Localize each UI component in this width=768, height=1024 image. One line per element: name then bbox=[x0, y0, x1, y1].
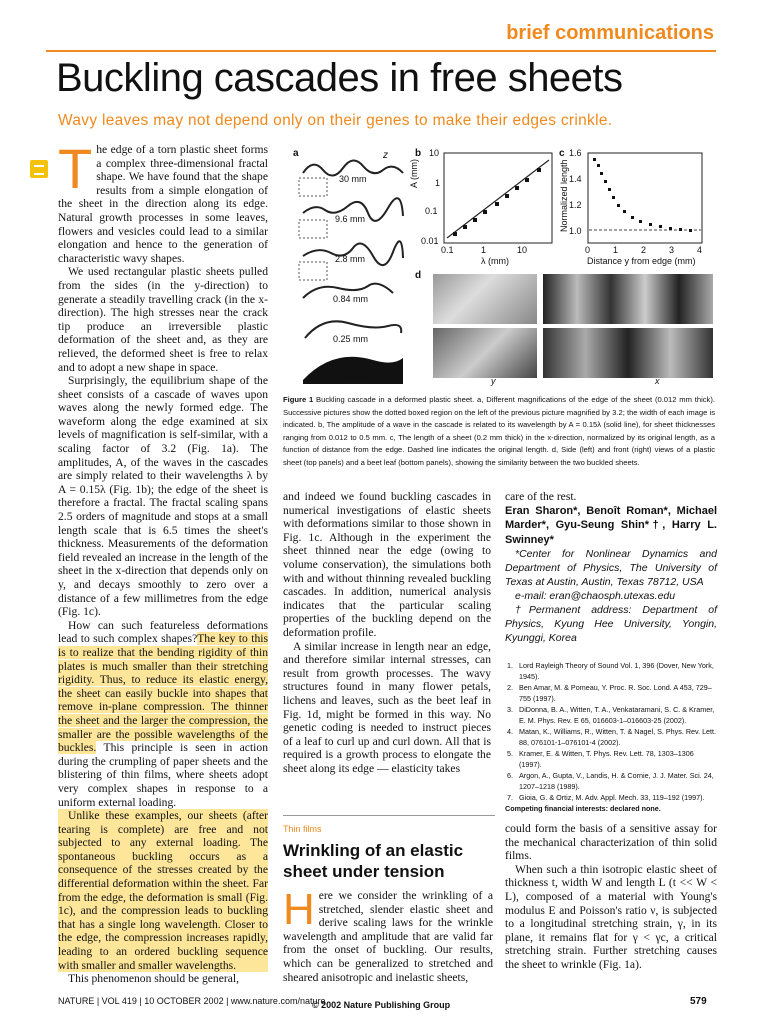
paragraph-1-text: he edge of a torn plastic sheet forms a complex three-dimensional fractal shape. We have found that the shape results from a simple elongation of the sheet in the direction along its edge. Natural growth processes in some leaves, flowers and vesicles could lead to a similar elongation and hence to the generation of characteristic wavy shapes. bbox=[58, 143, 268, 265]
column-3 bbox=[505, 490, 717, 645]
email[interactable]: e-mail: eran@chaosph.utexas.edu bbox=[515, 590, 676, 603]
d-x-label: x bbox=[655, 376, 660, 386]
b-xtick: 1 bbox=[481, 245, 487, 255]
beet-leaf-front-photo bbox=[543, 328, 713, 378]
reference-item: 6. Argon, A., Gupta, V., Landis, H. & Cornie, J. J. Mater. Sci. 24, 1207–1218 (1989). bbox=[515, 770, 717, 792]
scale-label: 0.84 mm bbox=[333, 294, 369, 304]
caption-label: Figure 1 bbox=[283, 395, 314, 404]
panel-b-plot bbox=[443, 152, 553, 244]
column-2 bbox=[283, 490, 491, 775]
scale-label: 0.08 mm bbox=[333, 372, 369, 382]
reference-item: 2. Ben Amar, M. & Pomeau, Y. Proc. R. Soc. Lond. A 453, 729–755 (1997). bbox=[515, 682, 717, 704]
paragraph bbox=[283, 885, 493, 984]
beet-leaf-side-photo bbox=[433, 328, 537, 378]
note-icon[interactable] bbox=[30, 160, 48, 178]
article-2-title: Wrinkling of an elastic sheet under tension bbox=[283, 841, 464, 881]
article-title: Buckling cascades in free sheets bbox=[56, 56, 623, 100]
z-axis-label: z bbox=[383, 150, 388, 161]
paragraph-6: This phenomenon should be general, bbox=[68, 972, 239, 986]
panel-c-plot bbox=[587, 152, 703, 244]
highlight-4c: . Thus, to reduce its elastic energy, the sheet can easily buckle into shapes that remove in-plane compression. The thinner the sheet and the larger the compression, the smaller are the possible wavelengths of the buckles. bbox=[58, 673, 268, 755]
c-xtick: 3 bbox=[669, 245, 675, 255]
paragraph-3: Surprisingly, the equilibrium shape of the sheet consists of a cascade of waves upon waves along the newly formed edge. The waveform along the edge examined at six levels of magnification is self-similar, with a scaling factor of 3.2 (Fig. 1a). The amplitudes, A, of the waves in the cascades are simply related to their wavelengths λ by A = 0.15λ (Fig. 1b); the edge of the sheet is therefore a fractal. The fractal scaling spans 2.5 orders of magnitude and stops at a small length scale that is 6.5 times the sheet's thickness. Measurements of the deformation field revealed an increase in the length of the sheet in the x-direction that depends only on y, and decays smoothly to zero over a distance of a few millimetres from the edge (Fig. 1c). bbox=[58, 374, 268, 619]
plastic-sheet-side-photo bbox=[433, 274, 537, 324]
b-ytick: 1 bbox=[435, 178, 441, 188]
paragraph: A similar increase in length near an edge, and therefore similar internal stresses, can result from growth processes. The wavy structures found in many flower petals, lichens and leaves, such as the beet leaf in Fig. 1d, might be formed in this way. No genetic coding is needed to instruct pieces of a leaf to curl up and curl down. All that is required is a growth process to elongate the sheet along its edge — elasticity takes bbox=[283, 639, 491, 775]
panel-letter-a: a bbox=[293, 148, 299, 159]
scale-label: 0.25 mm bbox=[333, 334, 369, 344]
paragraph-4 bbox=[58, 619, 268, 809]
top-rule bbox=[46, 50, 716, 52]
reference-item: 7. Gioia, G. & Ortiz, M. Adv. Appl. Mech. 33, 119–192 (1997). bbox=[515, 792, 717, 803]
section-divider bbox=[283, 815, 495, 816]
b-ytick: 10 bbox=[429, 148, 440, 158]
paragraph: care of the rest. bbox=[505, 490, 577, 503]
c-xlabel: Distance y from edge (mm) bbox=[587, 256, 696, 266]
section-tag: brief communications bbox=[506, 22, 714, 44]
paragraph: could form the basis of a sensitive assay for the mechanical characterization of thin solid films. bbox=[505, 822, 717, 863]
competing-interests: Competing financial interests: declared none. bbox=[505, 804, 661, 813]
paragraph-text: ere we consider the wrinkling of a stretched, slender elastic sheet and derive scaling laws for the wrinkle wavelength and amplitude that are valid far from the onset of buckling. Our results, which can be generalized to stretched and sheared anisotropic and inelastic sheets, bbox=[283, 889, 493, 984]
footer-copyright: © 2002 Nature Publishing Group bbox=[312, 1000, 451, 1010]
references bbox=[505, 660, 717, 814]
caption-text: Buckling cascade in a deformed plastic sheet. a, Different magnifications of the edge of the sheet (0.012 mm thick). Successive pictures show the dotted boxed region on the left of the previous picture magnified by 3.2; the width of each image is indicated. b, The amplitude of a wave in the cascade is related to its wavelength by A = 0.15λ (solid line), for sheet thicknesses ranging from 0.012 to 0.5 mm. c, The length of a sheet (0.2 mm thick) in the x-direction, normalized by its original length, as a function of distance from the edge. Dashed line indicates the original length. d, Side (left) and front (right) views of a plastic sheet (top panels) and a beet leaf (bottom panels), showing the similarity between the two buckled sheets. bbox=[283, 395, 715, 467]
affiliation: †Permanent address: Department of Physics, Kyung Hee University, Yongin, Kyunggi, Korea bbox=[505, 604, 717, 645]
scale-label: 9.6 mm bbox=[335, 214, 366, 224]
figure-1 bbox=[283, 148, 719, 386]
c-xtick: 4 bbox=[697, 245, 703, 255]
panel-letter-b: b bbox=[415, 148, 422, 159]
article-subtitle: Wavy leaves may not depend only on their genes to make their edges crinkle. bbox=[58, 112, 613, 129]
paragraph: and indeed we found buckling cascades in numerical investigations of elastic sheets with deformations similar to those shown in Fig. 1c. Although in the experiment the sheet thinned near the edge (owing to volume conservation), the simulations both with and without thinning revealed buckling cascades. In addition, numerical analysis indicates that the particular scaling properties of the buckling depend on the deformation profile. bbox=[283, 490, 491, 639]
dropcap: T bbox=[58, 137, 93, 200]
footer-journal-info: NATURE | VOL 419 | 10 OCTOBER 2002 | www.nature.com/nature bbox=[58, 996, 326, 1006]
authors: Eran Sharon*, Benoît Roman*, Michael Marder*, Gyu-Seung Shin*†, Harry L. Swinney* bbox=[505, 504, 717, 546]
highlighted-text[interactable] bbox=[58, 632, 268, 754]
article-2-column-1 bbox=[283, 885, 493, 984]
paragraph: When such a thin isotropic elastic sheet of thickness t, width W and length L (t << W < L), composed of a material with Young's modulus E and Poisson's ratio ν, is subjected to a longitudinal stretching strain, γ, in its plane, it remains flat for γ < γc, a critical stretching strain. Further stretching causes the sheet to wrinkle (Fig. 1a). bbox=[505, 862, 717, 971]
column-1 bbox=[58, 137, 268, 986]
paragraph-5-highlighted[interactable]: Unlike these examples, our sheets (after tearing is complete) are free and not subjected to any external loading. The spontaneous buckling occurs as a consequence of the stresses created by the differential deformation within the sheet. Far from the edge, the deformation is small (Fig. 1c), and the compression leads to buckling that has a single long wavelength. Closer to the edge, the compression increases rapidly, leading to an ordered buckling sequence with smaller and smaller wavelengths. bbox=[58, 809, 268, 972]
reference-item: 3. DiDonna, B. A., Witten, T. A., Venkataramani, S. C. & Kramer, E. M. Phys. Rev. E 65, 016603-1–016603-25 (2002). bbox=[515, 704, 717, 726]
page-number: 579 bbox=[690, 996, 707, 1007]
dropcap: H bbox=[283, 885, 315, 934]
b-ytick: 0.1 bbox=[425, 206, 438, 216]
reference-item: 5. Kramer, E. & Witten, T. Phys. Rev. Lett. 78, 1303–1306 (1997). bbox=[515, 748, 717, 770]
article-2-column-2 bbox=[505, 822, 717, 972]
figure-caption bbox=[283, 394, 715, 469]
c-ytick: 1.2 bbox=[569, 200, 582, 210]
b-xlabel: λ (mm) bbox=[481, 256, 509, 266]
plastic-sheet-front-photo bbox=[543, 274, 713, 324]
c-ytick: 1.4 bbox=[569, 174, 582, 184]
b-ylabel: A (mm) bbox=[409, 159, 419, 188]
affiliation: *Center for Nonlinear Dynamics and Department of Physics, The University of Texas at Austin, Austin, Texas 78712, USA bbox=[505, 548, 717, 589]
paragraph-1 bbox=[58, 137, 268, 265]
d-y-label: y bbox=[491, 376, 496, 386]
c-ytick: 1.6 bbox=[569, 148, 582, 158]
section-label: Thin films bbox=[283, 824, 322, 834]
c-ytick: 1.0 bbox=[569, 226, 582, 236]
c-xtick: 0 bbox=[585, 245, 591, 255]
scale-label: 30 mm bbox=[339, 174, 367, 184]
b-xtick: 10 bbox=[517, 245, 528, 255]
paragraph-4d: This principle is seen in action during the crumpling of paper sheets and the blistering of thin films, where sheets adopt very complex shapes in response to a uniform external loading. bbox=[58, 741, 268, 809]
highlight-4b: The key to this is to realize that the bending rigidity of thin plates is much smaller than their stretching rigidity bbox=[58, 632, 268, 687]
panel-letter-c: c bbox=[559, 148, 565, 159]
reference-item: 1. Lord Rayleigh Theory of Sound Vol. 1, 396 (Dover, New York, 1945). bbox=[515, 660, 717, 682]
c-xtick: 2 bbox=[641, 245, 647, 255]
paragraph-2: We used rectangular plastic sheets pulled from the sides (in the y-direction) to generate a steadily travelling crack (in the x-direction). The high stresses near the crack tip produce an irreversible plastic deformation of the sheet and, as they are relieved, the deformed sheet is free to relax and to adopt a new shape in space. bbox=[58, 265, 268, 374]
panel-letter-d: d bbox=[415, 270, 422, 281]
reference-item: 4. Matan, K., Williams, R., Witten, T. & Nagel, S. Phys. Rev. Lett. 88, 076101-1–076101-4 (2002). bbox=[515, 726, 717, 748]
c-ylabel: Normalized length bbox=[559, 159, 569, 232]
paragraph-4a: How can such featureless deformations lead to such complex shapes? bbox=[58, 618, 268, 646]
scale-label: 2.8 mm bbox=[335, 254, 366, 264]
b-ytick: 0.01 bbox=[421, 236, 439, 246]
b-xtick: 0.1 bbox=[441, 245, 454, 255]
c-xtick: 1 bbox=[613, 245, 619, 255]
